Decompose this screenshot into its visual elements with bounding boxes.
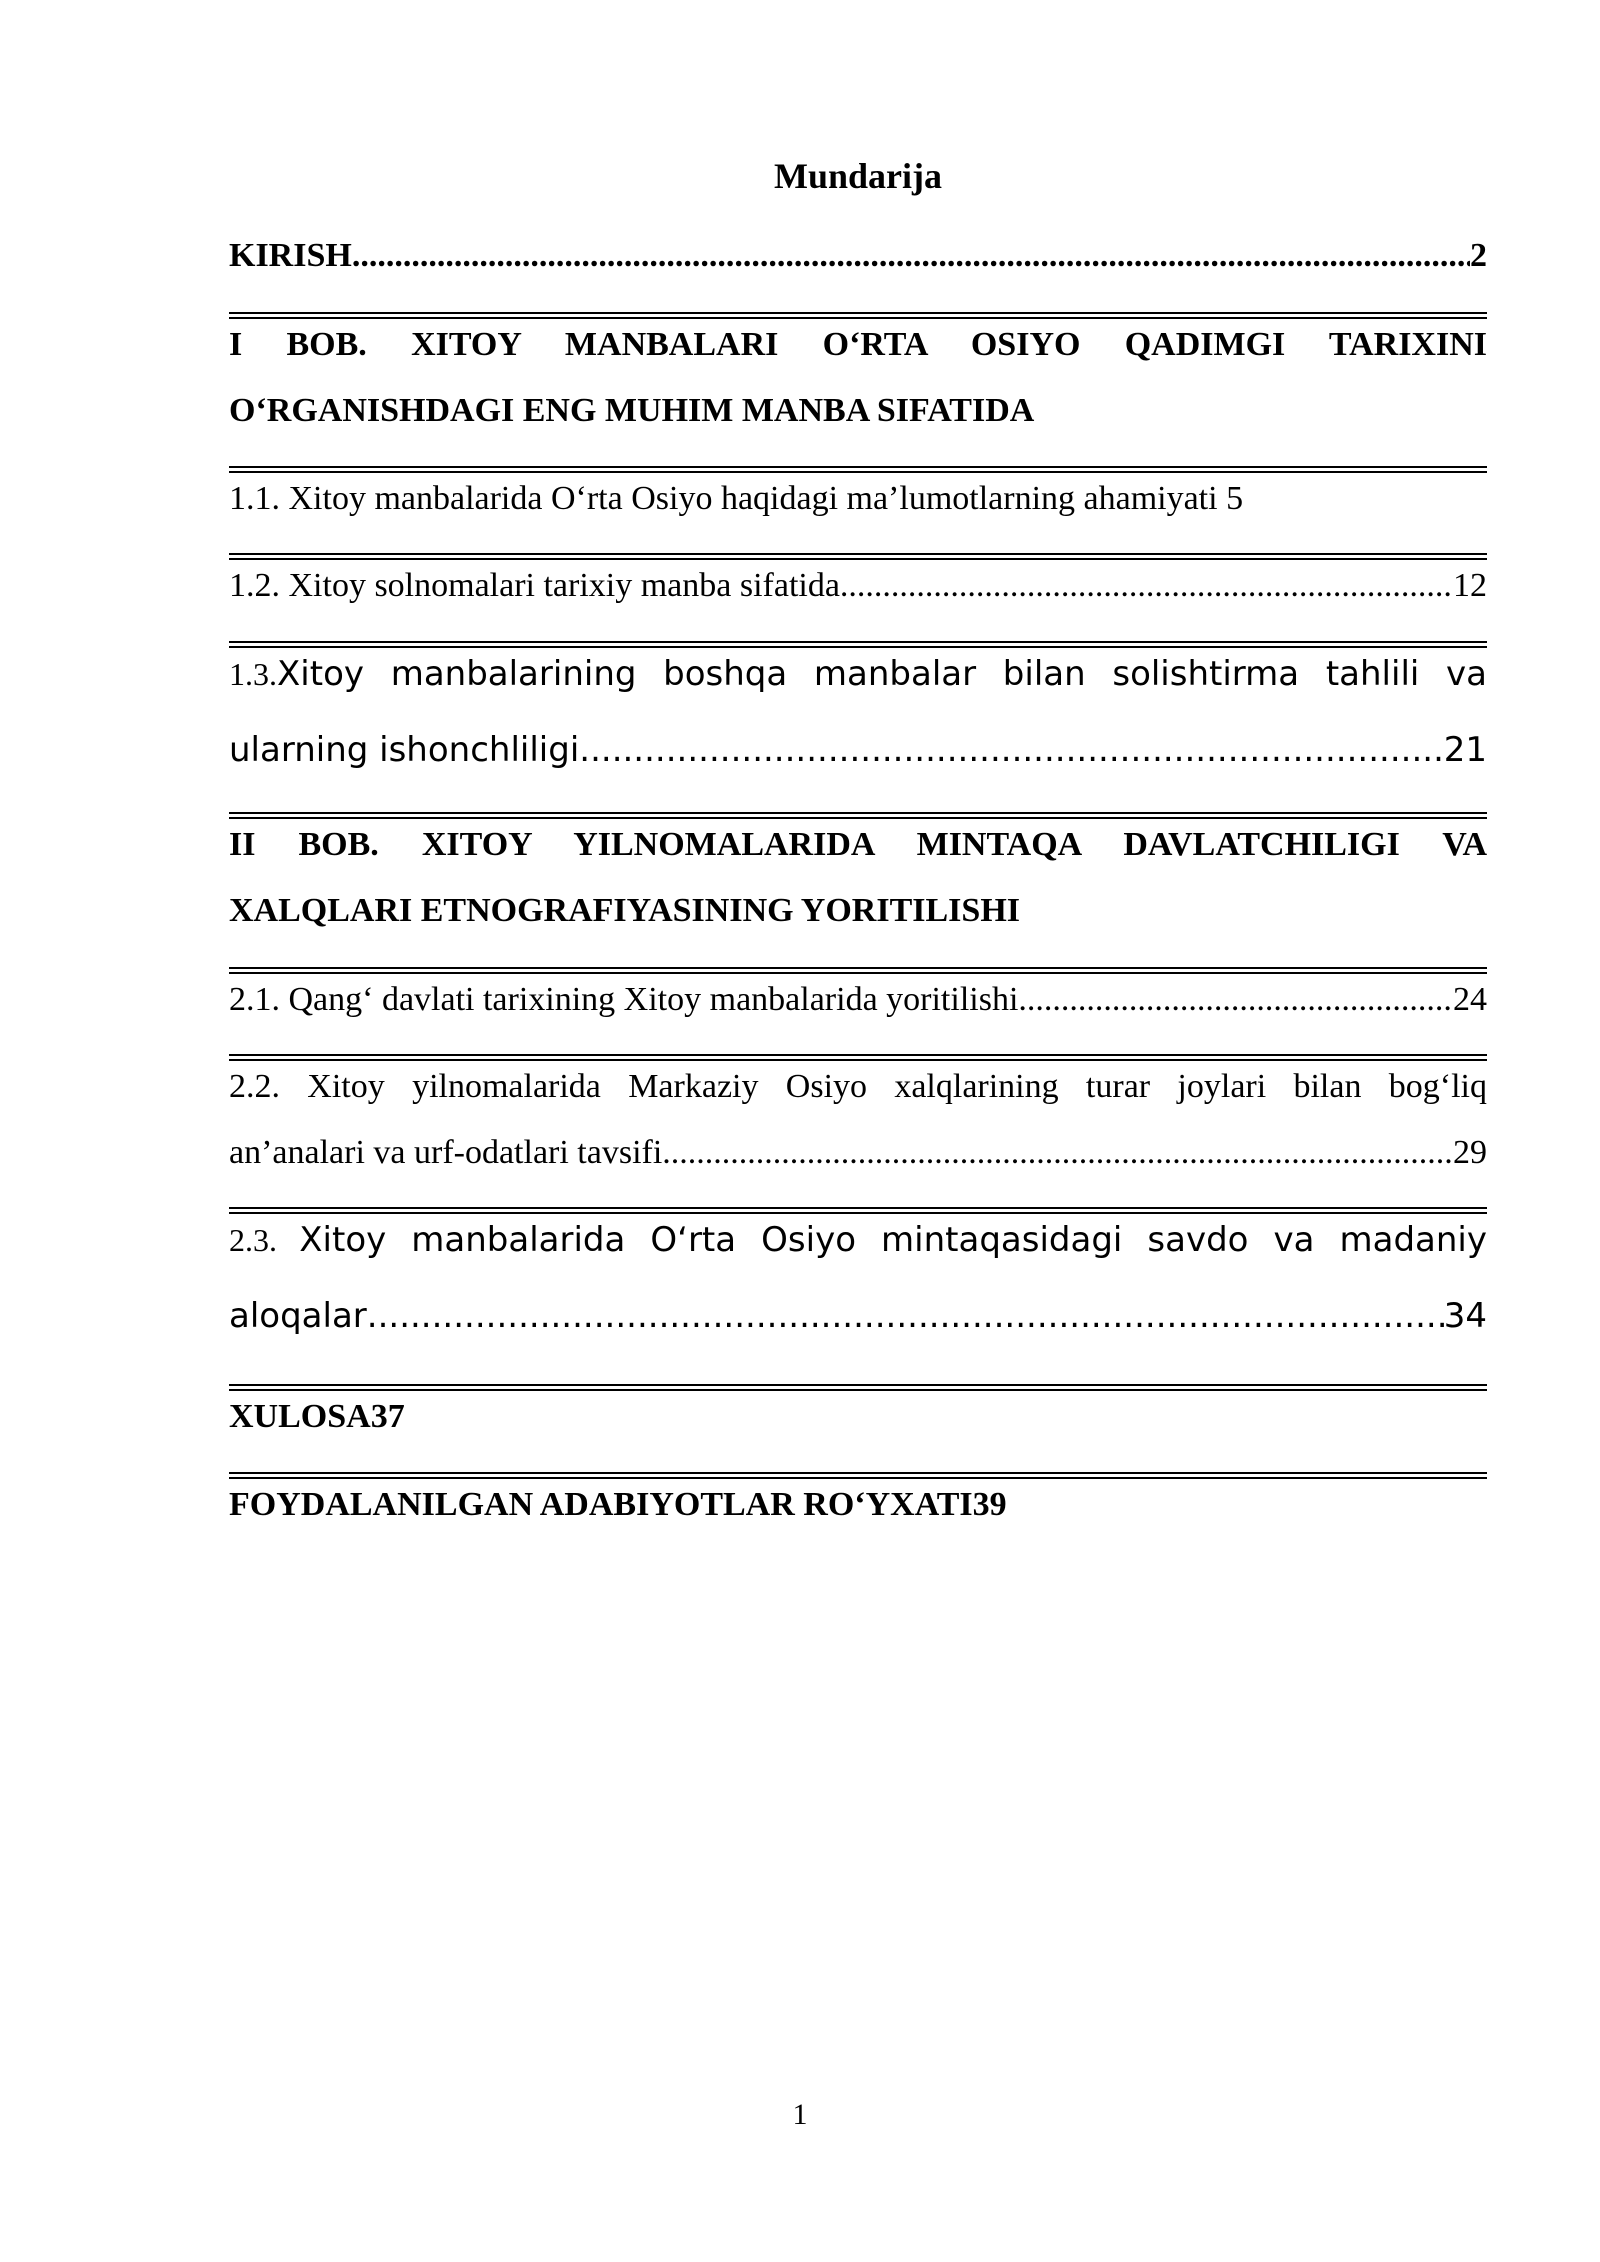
toc-entry-2-3[interactable] (229, 1202, 1487, 1354)
toc-entry-label: Xitoy manbalarida O‘rta Osiyo mintaqasidagi savdo va madaniy (299, 1220, 1487, 1260)
toc-entry-chapter-1[interactable] (229, 312, 1487, 444)
toc-page-number: 21 (1443, 730, 1487, 770)
dot-leader (367, 1278, 1444, 1354)
toc-entry-kirish[interactable] (229, 223, 1487, 289)
toc-entry-chapter-2[interactable] (229, 812, 1487, 944)
toc-entry-line (229, 1202, 1487, 1278)
toc-entry-line: O‘RGANISHDAGI ENG MUHIM MANBA SIFATIDA (229, 392, 1035, 429)
page-number: 1 (792, 2098, 808, 2131)
toc-page-number: 29 (1453, 1134, 1487, 1171)
toc-entry-xulosa[interactable] (229, 1384, 1487, 1450)
toc-entry-label: FOYDALANILGAN ADABIYOTLAR RO‘YXATI39 (229, 1486, 1007, 1523)
toc-page-number: 24 (1453, 981, 1487, 1018)
toc-entry-1-1[interactable] (229, 466, 1487, 532)
toc-entry-label: 1.2. Xitoy solnomalari tarixiy manba sifatida (229, 567, 840, 604)
toc-entry-adabiyotlar[interactable] (229, 1472, 1487, 1538)
dot-leader (840, 553, 1453, 619)
toc-entry-line (229, 636, 1487, 712)
toc-entry-label: 1.1. Xitoy manbalarida O‘rta Osiyo haqidagi ma’lumotlarning ahamiyati 5 (229, 480, 1244, 517)
toc-entry-line: 2.2. Xitoy yilnomalarida Markaziy Osiyo xalqlarining turar joylari bilan bog‘liq (229, 1068, 1487, 1105)
dot-leader (579, 712, 1443, 788)
dot-leader (352, 223, 1470, 289)
toc-entry-label: ularning ishonchliligi (229, 730, 580, 770)
toc-entry-label: aloqalar (229, 1296, 367, 1336)
toc-entry-1-2[interactable] (229, 553, 1487, 619)
toc-page-number: 2 (1470, 237, 1487, 274)
toc-page-number: 12 (1453, 567, 1487, 604)
toc-entry-line: I BOB. XITOY MANBALARI O‘RTA OSIYO QADIMGI TARIXINI (229, 326, 1487, 363)
toc-entry-label: an’analari va urf-odatlari tavsifi (229, 1134, 663, 1171)
toc-entry-1-3[interactable] (229, 636, 1487, 788)
dot-leader (662, 1120, 1453, 1186)
toc-entry-label: KIRISH (229, 237, 352, 274)
toc-page-number: 34 (1443, 1296, 1487, 1336)
toc-entry-label: Xitoy manbalarining boshqa manbalar bilan solishtirma tahlili va (277, 654, 1487, 694)
toc-entry-2-1[interactable] (229, 967, 1487, 1033)
toc-entry-number: 1.3. (229, 656, 277, 692)
toc-entry-number: 2.3. (229, 1222, 300, 1258)
toc-entry-label: XULOSA37 (229, 1398, 405, 1435)
dot-leader (1018, 967, 1453, 1033)
toc-entry-label: 2.1. Qang‘ davlati tarixining Xitoy manbalarida yoritilishi (229, 981, 1019, 1018)
toc-entry-2-2[interactable] (229, 1054, 1487, 1186)
page-title: Mundarija (773, 156, 942, 196)
toc-entry-line: II BOB. XITOY YILNOMALARIDA MINTAQA DAVLATCHILIGI VA (229, 826, 1487, 863)
toc-entry-line: XALQLARI ETNOGRAFIYASINING YORITILISHI (229, 892, 1020, 929)
